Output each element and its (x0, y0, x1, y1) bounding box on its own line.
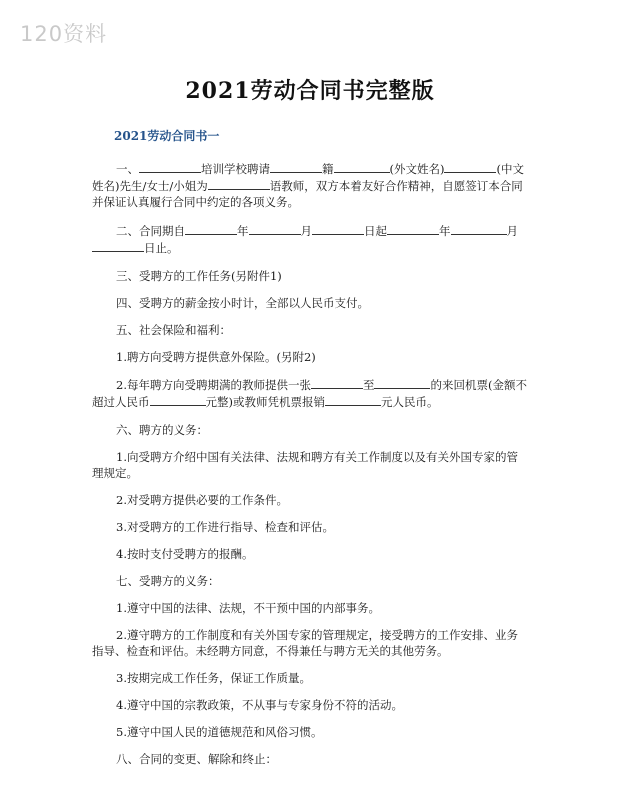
clause-7-5: 5.遵守中国人民的道德规范和风俗习惯。 (116, 725, 323, 739)
blank-line (374, 376, 430, 389)
text: 年 (439, 224, 451, 238)
document-title: 2021劳动合同书完整版 (185, 78, 435, 104)
text: 元人民币。 (381, 395, 439, 409)
text: 一、 (116, 162, 139, 176)
blank-line (451, 222, 507, 235)
blank-line (270, 160, 322, 173)
clause-7-3: 3.按期完成工作任务，保证工作质量。 (116, 671, 311, 685)
blank-line (185, 222, 237, 235)
clause-7: 七、受聘方的义务： (116, 574, 220, 588)
blank-line (444, 160, 496, 173)
text: 日起 (364, 224, 387, 238)
blank-line (208, 177, 270, 190)
text: 年 (237, 224, 249, 238)
blank-line (150, 393, 206, 406)
blank-line (311, 376, 363, 389)
clause-7-4: 4.遵守中国的宗教政策，不从事与专家身份不符的活动。 (116, 698, 403, 712)
clause-6-3: 3.对受聘方的工作进行指导、检查和评估。 (116, 520, 334, 534)
text: 至 (362, 378, 375, 392)
clause-5-2 (92, 376, 528, 410)
text: (中文姓名)先生/女士/小姐为 (92, 162, 524, 193)
clause-6-1: 1.向受聘方介绍中国有关法律、法规和聘方有关工作制度以及有关外国专家的管理规定。 (92, 450, 518, 480)
blank-line (312, 222, 364, 235)
section-heading: 2021劳动合同书一 (114, 129, 220, 143)
clause-8: 八、合同的变更、解除和终止： (116, 752, 277, 766)
text: 二、合同期自 (116, 224, 185, 238)
blank-line (92, 239, 144, 252)
text: 培训学校聘请 (201, 162, 270, 176)
clause-4: 四、受聘方的薪金按小时计，全部以人民币支付。 (116, 296, 369, 310)
text: (外文姓名) (389, 162, 445, 176)
text: 语教师，双方本着友好合作精神，自愿签订本合同并保证认真履行合同中约定的各项义务。 (92, 179, 523, 209)
text: 2.每年聘方向受聘期满的教师提供一张 (116, 378, 311, 392)
clause-7-2: 2.遵守聘方的工作制度和有关外国专家的管理规定，接受聘方的工作安排、业务指导、检查和评估。未经聘方同意，不得兼任与聘方无关的其他劳务。 (92, 628, 518, 658)
clause-6: 六、聘方的义务： (116, 423, 208, 437)
clause-5: 五、社会保险和福利： (116, 323, 231, 337)
blank-line (249, 222, 301, 235)
blank-line (387, 222, 439, 235)
text: 籍 (322, 162, 334, 176)
text: 的来回机票(金额不超过人民币 (92, 378, 527, 409)
watermark-logo: 120资料 (20, 22, 108, 46)
clause-1 (92, 160, 528, 210)
clause-6-4: 4.按时支付受聘方的报酬。 (116, 547, 254, 561)
clause-5-1: 1.聘方向受聘方提供意外保险。(另附2) (116, 350, 316, 364)
clause-7-1: 1.遵守中国的法律、法规，不干预中国的内部事务。 (116, 601, 380, 615)
text: 元整)或教师凭机票报销 (205, 395, 325, 409)
text: 月 (300, 224, 312, 238)
text: 月 (506, 224, 518, 238)
clause-6-2: 2.对受聘方提供必要的工作条件。 (116, 493, 288, 507)
blank-line (334, 160, 390, 173)
text: 日止。 (144, 241, 179, 255)
blank-line (325, 393, 381, 406)
document-body (92, 74, 528, 767)
clause-2 (92, 222, 528, 256)
clause-3: 三、受聘方的工作任务(另附件1) (116, 269, 282, 283)
blank-line (139, 160, 201, 173)
